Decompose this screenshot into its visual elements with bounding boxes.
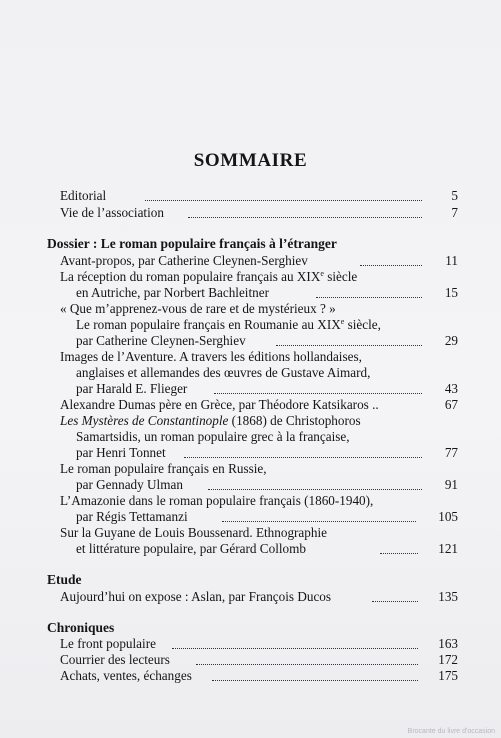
dot-leader [172,648,418,649]
toc-entry [60,652,422,668]
toc-entry-line [76,381,430,397]
page-title: SOMMAIRE [193,150,308,171]
toc-entry-line [76,317,381,333]
toc-page-number: 175 [438,668,458,683]
toc-entry-text: Vie de l’association [60,205,164,220]
toc-entry-text: par Catherine Cleynen-Serghiev [76,333,246,348]
toc-page-number: 67 [444,397,458,412]
section-heading-etude: Etude [47,572,82,587]
toc-page-number: 7 [451,205,458,220]
section-heading-chroniques: Chroniques [47,620,115,635]
toc-entry-text: par Gennady Ulman [76,477,183,492]
dot-leader [380,553,418,554]
toc-page-number: 135 [438,589,458,604]
toc-entry-text: par Harald E. Flieger [76,381,188,396]
toc-entry-line: Images de l’Aventure. A travers les éditions hollandaises, [60,349,362,364]
toc-page-number: 5 [451,188,458,203]
toc-entry-text: siècle [323,269,358,284]
toc-entry [60,668,422,684]
dot-leader [372,601,418,602]
toc-page-number: 105 [438,509,458,524]
toc-entry-editorial [60,188,430,204]
superscript: e [340,317,345,326]
dot-leader [276,345,422,346]
toc-entry-line: L’Amazonie dans le roman populaire français (1860-1940), [60,493,374,508]
toc-entry-line [60,413,361,429]
toc-entry-line [76,477,430,493]
dot-leader [196,664,418,665]
toc-entry-text: Courrier des lecteurs [60,652,170,667]
toc-page-number: 172 [438,652,458,667]
dot-leader [360,265,422,266]
toc-entry-text: Achats, ventes, échanges [60,668,192,683]
toc-page-number: 91 [444,477,458,492]
toc-entry-text: par Régis Tettamanzi [76,509,188,524]
toc-entry [60,253,430,269]
toc-page-number: 121 [438,541,458,556]
toc-entry-line [76,285,430,301]
toc-page-number: 163 [438,636,458,651]
dot-leader [212,680,418,681]
toc-entry-line: anglaises et allemandes des œuvres de Gustave Aimard, [76,365,371,380]
toc-entry-line: Alexandre Dumas père en Grèce, par Théodore Katsikaros .. [60,397,379,412]
toc-entry-text: Aujourd’hui on expose : Aslan, par François Ducos [60,589,332,604]
toc-entry-text: et littérature populaire, par Gérard Collomb [76,541,306,556]
toc-entry-text: La réception du roman populaire français au XIX [60,269,321,284]
superscript: e [320,269,324,278]
toc-entry-text: en Autriche, par Norbert Bachleitner [76,285,269,300]
toc-entry-text: (1868) de Christophoros [228,413,361,428]
toc-entry-text: Editorial [60,188,107,203]
toc-entry-text: par Henri Tonnet [76,445,166,460]
toc-entry-text: siècle, [344,317,381,332]
toc-page-number: 29 [444,333,458,348]
toc-entry-vie [60,205,430,221]
toc-page-number: 11 [445,253,458,268]
toc-entry-line [60,269,357,285]
toc-page-number: 77 [444,445,458,460]
toc-entry-text: Le front populaire [60,636,156,651]
watermark: Brocante du livre d'occasion [407,728,495,735]
section-heading-dossier: Dossier : Le roman populaire français à l’étranger [47,236,337,251]
dot-leader [316,297,422,298]
toc-entry-line [76,509,422,525]
dot-leader [184,457,422,458]
dot-leader [188,217,422,218]
dot-leader [145,200,422,201]
book-title: Les Mystères de Constantinople [60,413,229,428]
toc-entry-line: Le roman populaire français en Russie, [60,461,267,476]
toc-entry-text: Le roman populaire français en Roumanie au XIX [76,317,341,332]
toc-entry-line [76,541,422,557]
toc-entry-line: Sur la Guyane de Louis Boussenard. Ethnographie [60,525,327,540]
toc-entry-line [76,333,430,349]
toc-page-number: 15 [444,285,458,300]
dot-leader [214,393,422,394]
toc-entry-line [76,445,430,461]
toc-entry-line: « Que m’apprenez-vous de rare et de mystérieux ? » [60,301,336,316]
toc-entry [60,636,422,652]
toc-entry-line: Samartsidis, un roman populaire grec à la française, [76,429,350,444]
toc-entry-text: Avant-propos, par Catherine Cleynen-Serghiev [60,253,308,268]
toc-page-number: 43 [444,381,458,396]
dot-leader [222,521,416,522]
dot-leader [208,489,422,490]
toc-entry [60,589,422,605]
